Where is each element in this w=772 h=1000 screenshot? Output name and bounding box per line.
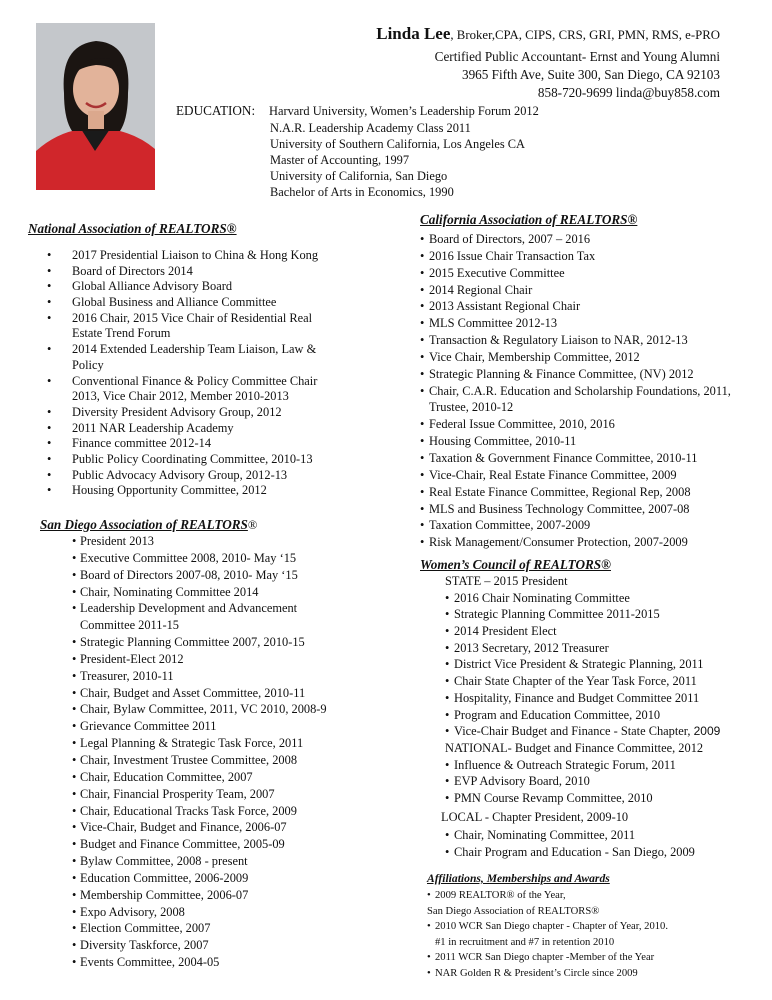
list-item: • Executive Committee 2008, 2010- May ‘15	[72, 550, 297, 565]
person-name: Linda Lee	[376, 24, 451, 43]
list-item: • Chair State Chapter of the Year Task Force, 2011	[445, 674, 697, 689]
list-item: • Transaction & Regulatory Liaison to NAR, 2012-13	[420, 333, 688, 348]
list-item: • Global Business and Alliance Committee	[47, 295, 277, 310]
list-item: • 2010 WCR San Diego chapter - Chapter of Year, 2010.	[427, 921, 668, 932]
list-item: • Hospitality, Finance and Budget Committee 2011	[445, 690, 700, 705]
affiliations-list-3	[427, 950, 757, 981]
list-item: • Education Committee, 2006-2009	[72, 870, 249, 885]
list-item: • Risk Management/Consumer Protection, 2007-2009	[420, 535, 688, 550]
list-item: • Program and Education Committee, 2010	[445, 707, 661, 722]
affiliations-item-cont: #1 in recruitment and #7 in retention 2010	[435, 936, 615, 948]
affiliations-list-2	[427, 919, 757, 935]
list-item: • Public Policy Coordinating Committee, 2010-13	[47, 451, 313, 466]
list-item: • 2014 Regional Chair	[420, 282, 533, 297]
list-item: • 2013 Assistant Regional Chair	[420, 299, 581, 314]
affiliations-block	[427, 888, 757, 981]
wcr-block	[441, 573, 755, 861]
list-item: • Diversity Taskforce, 2007	[72, 938, 209, 953]
list-item: • Chair, Bylaw Committee, 2011, VC 2010, 2008-9	[72, 702, 327, 717]
list-item: • Strategic Planning Committee 2011-2015	[445, 607, 660, 622]
wcr-local-list	[445, 827, 755, 860]
list-item: • 2013 Secretary, 2012 Treasurer	[445, 640, 609, 655]
list-item: • 2009 REALTOR® of the Year,	[427, 890, 566, 901]
list-item: • Taxation Committee, 2007-2009	[420, 518, 591, 533]
affiliations-title: Affiliations, Memberships and Awards	[427, 872, 610, 885]
list-item: • Election Committee, 2007	[72, 921, 211, 936]
list-item: • Board of Directors, 2007 – 2016	[420, 232, 591, 246]
list-item: • NAR Golden R & President’s Circle since 2009	[427, 967, 638, 979]
list-item: • MLS and Business Technology Committee, 2007-08	[420, 501, 690, 516]
wcr-local-heading: LOCAL - Chapter President, 2009-10	[441, 809, 629, 824]
sdar-list	[72, 533, 332, 971]
list-item: • Board of Directors 2007-08, 2010- May ‘15	[72, 567, 298, 582]
list-item: • 2011 WCR San Diego chapter -Member of the Year	[427, 952, 655, 963]
header-address: 3965 Fifth Ave, Suite 300, San Diego, CA 92103	[461, 67, 720, 82]
list-item: • 2016 Issue Chair Transaction Tax	[420, 248, 596, 263]
education-item: Master of Accounting, 1997	[270, 153, 410, 167]
list-item: • Events Committee, 2004-05	[72, 955, 220, 970]
list-item: • MLS Committee 2012-13	[420, 316, 558, 331]
list-item: • Expo Advisory, 2008	[72, 904, 185, 919]
wcr-section-title: Women’s Council of REALTORS®	[420, 557, 611, 572]
affiliations-item-cont: San Diego Association of REALTORS®	[427, 905, 600, 917]
list-item: • Global Alliance Advisory Board	[47, 279, 233, 294]
list-item: • Vice-Chair, Real Estate Finance Committee, 2009	[420, 467, 677, 482]
list-item: • Chair, Education Committee, 2007	[72, 769, 253, 784]
list-item: • Membership Committee, 2006-07	[72, 887, 249, 902]
affiliations-list	[427, 888, 757, 904]
list-item: • Influence & Outreach Strategic Forum, 2011	[445, 757, 676, 772]
header-contact: 858-720-9699 linda@buy858.com	[537, 85, 720, 100]
header-name-line	[376, 24, 720, 44]
list-item: • Finance committee 2012-14	[47, 436, 212, 451]
list-item: • Grievance Committee 2011	[72, 719, 217, 734]
wcr-state-list	[445, 590, 755, 740]
wcr-state-heading: STATE – 2015 President	[445, 574, 568, 588]
list-item: • EVP Advisory Board, 2010	[445, 774, 590, 789]
list-item: • 2016 Chair, 2015 Vice Chair of Residential Real Estate Trend Forum	[47, 310, 313, 341]
list-item: • Legal Planning & Strategic Task Force, 2011	[72, 736, 304, 751]
list-item: • Housing Opportunity Committee, 2012	[47, 483, 267, 498]
list-item: • Real Estate Finance Committee, Regional Rep, 2008	[420, 484, 691, 499]
list-item: • District Vice President & Strategic Planning, 2011	[445, 657, 704, 672]
list-item: • Treasurer, 2010-11	[72, 668, 174, 683]
list-item: • Conventional Finance & Policy Committee Chair 2013, Vice Chair 2012, Member 2010-2013	[47, 373, 318, 404]
car-section-title: California Association of REALTORS®	[420, 212, 638, 227]
list-item: • Chair, Educational Tracks Task Force, 2009	[72, 803, 297, 818]
car-list	[420, 231, 750, 551]
list-item: • PMN Course Revamp Committee, 2010	[445, 790, 653, 805]
list-item: • 2016 Chair Nominating Committee	[445, 590, 630, 605]
list-item: • Strategic Planning Committee 2007, 2010-15	[72, 635, 305, 650]
list-item: • 2014 President Elect	[445, 624, 557, 639]
list-item: • Bylaw Committee, 2008 - present	[72, 854, 248, 869]
list-item: • Board of Directors 2014	[47, 263, 193, 278]
list-item: • Chair, Financial Prosperity Team, 2007	[72, 786, 275, 801]
list-item: • Vice Chair, Membership Committee, 2012	[420, 349, 640, 364]
list-item: • Vice-Chair, Budget and Finance, 2006-07	[72, 820, 287, 835]
wcr-national-heading: NATIONAL- Budget and Finance Committee, 2012	[445, 740, 704, 755]
list-item: • 2015 Executive Committee	[420, 265, 565, 280]
credentials: , Broker,CPA, CIPS, CRS, GRI, PMN, RMS, e-PRO	[450, 28, 720, 42]
list-item: • Housing Committee, 2010-11	[420, 434, 577, 449]
list-item: • Chair, Nominating Committee, 2011	[445, 828, 636, 843]
list-item: • 2014 Extended Leadership Team Liaison, Law & Policy	[47, 342, 317, 372]
list-item: • Budget and Finance Committee, 2005-09	[72, 837, 285, 852]
sdar-section-title: San Diego Association of REALTORS®	[40, 517, 258, 532]
education-item: University of Southern California, Los Angeles CA	[270, 137, 526, 151]
education-item: N.A.R. Leadership Academy Class 2011	[270, 121, 471, 135]
education-item: University of California, San Diego	[270, 169, 448, 183]
list-item: • Chair Program and Education - San Diego, 2009	[445, 845, 695, 859]
list-item: • Strategic Planning & Finance Committee, (NV) 2012	[420, 366, 694, 381]
wcr-national-list	[445, 757, 755, 807]
nar-list	[47, 248, 337, 499]
education-label: EDUCATION:	[176, 103, 256, 118]
portrait-illustration	[36, 23, 155, 190]
list-item: • 2011 NAR Leadership Academy	[47, 420, 234, 435]
education-item: Bachelor of Arts in Economics, 1990	[270, 185, 454, 199]
list-item: • Public Advocacy Advisory Group, 2012-13	[47, 467, 288, 482]
list-item: • Federal Issue Committee, 2010, 2016	[420, 417, 615, 432]
list-item: • Chair, Nominating Committee 2014	[72, 584, 259, 599]
list-item: • Leadership Development and Advancement Committee 2011-15	[72, 601, 298, 633]
header-line-1: Certified Public Accountant- Ernst and Young Alumni	[434, 49, 720, 64]
list-item: • Diversity President Advisory Group, 2012	[47, 404, 282, 419]
list-item: • Vice-Chair Budget and Finance - State Chapter, 2009	[445, 724, 721, 739]
nar-section-title: National Association of REALTORS®	[28, 221, 237, 236]
list-item: • Chair, Budget and Asset Committee, 2010-11	[72, 685, 306, 700]
profile-photo	[36, 23, 155, 190]
list-item: • Taxation & Government Finance Committee, 2010-11	[420, 450, 698, 465]
list-item: • Chair, C.A.R. Education and Scholarship Foundations, 2011, Trustee, 2010-12	[420, 383, 731, 415]
list-item: • President-Elect 2012	[72, 651, 184, 666]
list-item: • Chair, Investment Trustee Committee, 2008	[72, 752, 298, 767]
list-item: • 2017 Presidential Liaison to China & Hong Kong	[47, 248, 319, 262]
education-item: Harvard University, Women’s Leadership Forum 2012	[269, 104, 539, 118]
list-item: • President 2013	[72, 534, 154, 548]
